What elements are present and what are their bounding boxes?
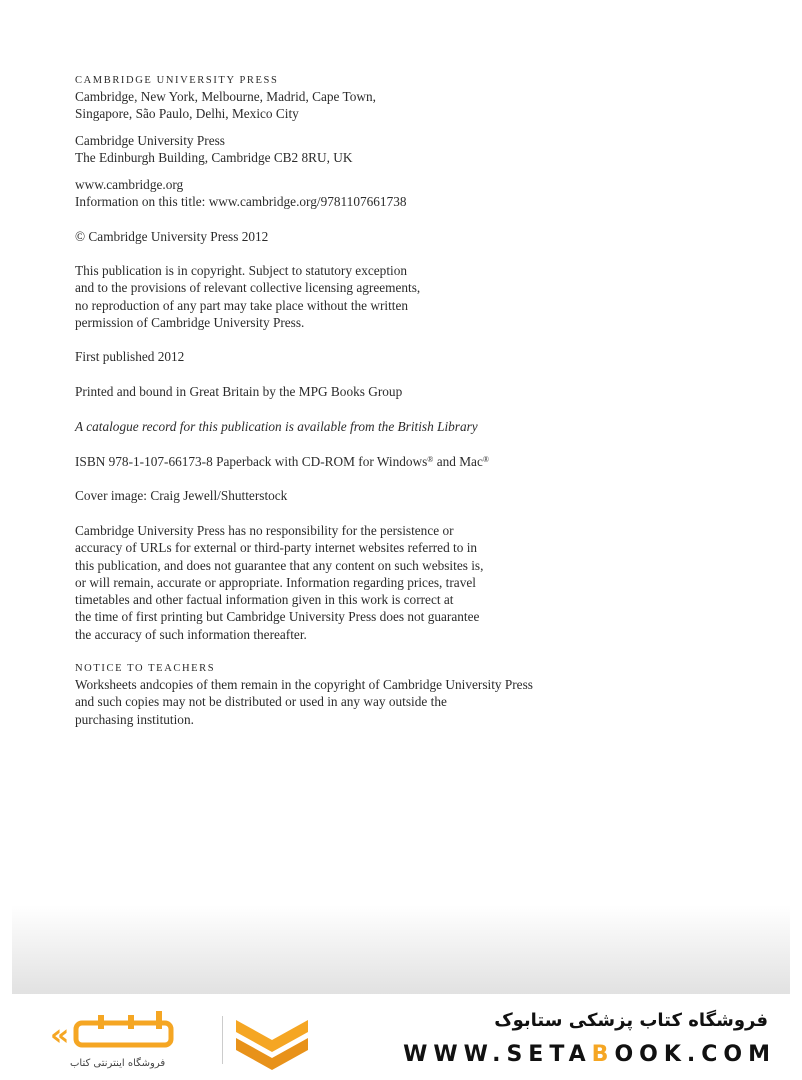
address-line1: Cambridge University Press	[75, 133, 225, 148]
copyright-notice-line: and to the provisions of relevant collective licensing agreements,	[75, 280, 421, 296]
setabook-logo-icon	[48, 1009, 208, 1059]
address-line2: The Edinburgh Building, Cambridge CB2 8RU, UK	[75, 150, 353, 166]
address-block	[75, 132, 675, 167]
disclaimer-line: or will remain, accurate or appropriate. Information regarding prices, travel	[75, 574, 476, 590]
disclaimer	[75, 522, 675, 643]
disclaimer-line: accuracy of URLs for external or third-party internet websites referred to in	[75, 540, 478, 556]
store-url	[403, 1042, 776, 1067]
publisher-name: CAMBRIDGE UNIVERSITY PRESS	[75, 75, 279, 86]
logo-subtitle: فروشگاه اینترنتی کتاب	[70, 1058, 166, 1069]
copyright-line: © Cambridge University Press 2012	[75, 229, 269, 244]
notice-line: and such copies may not be distributed or used in any way outside the	[75, 694, 447, 710]
isbn-mid: and Mac	[433, 454, 483, 469]
cover-image-credit: Cover image: Craig Jewell/Shutterstock	[75, 488, 288, 503]
catalogue-block	[75, 418, 675, 435]
svg-text:«: «	[50, 1018, 70, 1053]
notice-to-teachers	[75, 661, 675, 728]
cover-image-block	[75, 487, 675, 504]
first-published-block	[75, 348, 675, 365]
chevron-stack-icon	[232, 1012, 312, 1072]
isbn-prefix: ISBN 978-1-107-66173-8 Paperback with CD-ROM for Windows	[75, 454, 428, 469]
publisher-block	[75, 73, 675, 123]
title-info-line: Information on this title: www.cambridge.org/9781107661738	[75, 194, 407, 210]
copyright-notice-line: This publication is in copyright. Subject to statutory exception	[75, 263, 408, 278]
printed-info: Printed and bound in Great Britain by the MPG Books Group	[75, 384, 403, 399]
notice-heading: NOTICE TO TEACHERS	[75, 663, 216, 674]
isbn-line	[75, 453, 675, 470]
footer-divider	[222, 1016, 223, 1064]
publisher-cities-line2: Singapore, São Paulo, Delhi, Mexico City	[75, 106, 299, 122]
page-bottom-shadow	[12, 905, 790, 995]
disclaimer-line: the time of first printing but Cambridge University Press does not guarantee	[75, 609, 480, 625]
first-published: First published 2012	[75, 349, 185, 364]
website-block	[75, 176, 675, 211]
copyright-notice-line: permission of Cambridge University Press.	[75, 314, 305, 330]
catalogue-record: A catalogue record for this publication is available from the British Library	[75, 419, 478, 434]
printed-block	[75, 383, 675, 400]
disclaimer-line: Cambridge University Press has no responsibility for the persistence or	[75, 523, 454, 538]
disclaimer-line: the accuracy of such information thereafter.	[75, 626, 307, 642]
registered-mark: ®	[482, 455, 489, 464]
store-title: فروشگاه کتاب پزشکی ستابوک	[494, 1010, 768, 1031]
publisher-cities-line1: Cambridge, New York, Melbourne, Madrid, Cape Town,	[75, 89, 376, 104]
watermark-footer	[0, 994, 802, 1080]
disclaimer-line: this publication, and does not guarantee that any content on such websites is,	[75, 557, 484, 573]
url-accent: B	[591, 1042, 615, 1067]
registered-mark: ®	[427, 455, 434, 464]
isbn-block	[75, 453, 675, 470]
notice-line: Worksheets andcopies of them remain in the copyright of Cambridge University Press	[75, 677, 533, 692]
url-prefix: WWW.SETA	[403, 1042, 592, 1067]
website: www.cambridge.org	[75, 177, 184, 192]
notice-line: purchasing institution.	[75, 711, 194, 727]
disclaimer-line: timetables and other factual information given in this work is correct at	[75, 592, 454, 608]
copyright-line-block	[75, 228, 675, 245]
copyright-notice-line: no reproduction of any part may take place without the written	[75, 297, 409, 313]
copyright-notice	[75, 262, 675, 331]
url-suffix: OOK.COM	[614, 1042, 776, 1067]
